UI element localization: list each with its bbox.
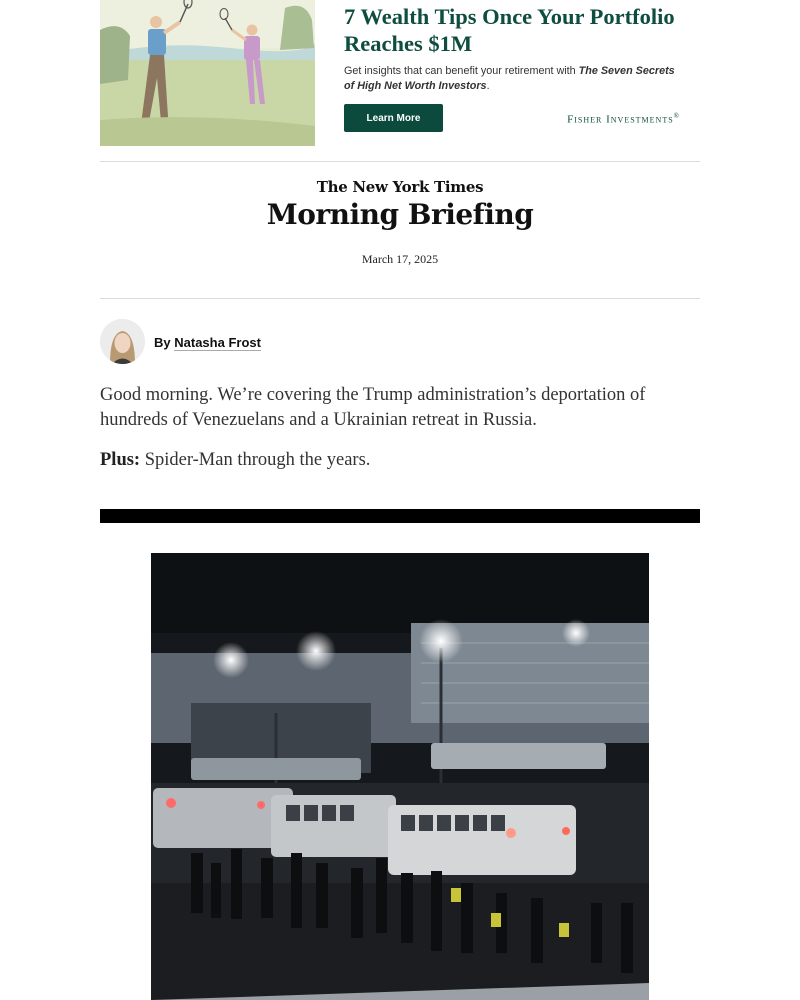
ad-body-emphasis: The Seven Secrets of High Net Worth Investors — [344, 65, 675, 92]
ad-body-text — [344, 64, 684, 94]
byline-text — [154, 335, 261, 350]
plus-label: Plus: — [100, 450, 141, 470]
divider — [100, 298, 700, 299]
section-bar — [100, 509, 700, 523]
learn-more-button[interactable]: Learn More — [344, 104, 443, 132]
author-portrait-icon — [100, 319, 145, 364]
newsletter-title: Morning Briefing — [266, 198, 534, 231]
ad-brand-mark: ® — [673, 112, 680, 120]
author-avatar — [100, 319, 145, 364]
byline-prefix: By — [154, 335, 171, 350]
intro-paragraph: Good morning. We’re covering the Trump administration’s deportation of hundreds of Venezuelans and a Ukrainian retreat in Russia. — [100, 385, 646, 430]
plus-text: Spider-Man through the years. — [140, 450, 371, 470]
buses-at-prison-photo-icon — [151, 553, 649, 1000]
article-photo[interactable] — [151, 553, 649, 1000]
divider — [100, 161, 700, 162]
ad-headline[interactable]: 7 Wealth Tips Once Your Portfolio Reaches $1M — [344, 4, 675, 56]
ad-brand-logo[interactable] — [555, 112, 680, 126]
issue-date: March 17, 2025 — [361, 252, 439, 266]
author-link[interactable]: Natasha Frost — [174, 335, 261, 350]
advertisement[interactable] — [100, 0, 700, 146]
ad-body-prefix: Get insights that can benefit your retirement with — [344, 65, 579, 77]
plus-paragraph — [100, 448, 700, 473]
badminton-illustration-icon — [100, 0, 315, 146]
byline — [100, 319, 700, 365]
ad-image[interactable] — [100, 0, 315, 146]
ad-body-suffix: . — [486, 80, 490, 92]
nyt-logo[interactable]: The New York Times — [316, 178, 484, 196]
ad-brand-name: Fisher Investments — [567, 113, 674, 126]
